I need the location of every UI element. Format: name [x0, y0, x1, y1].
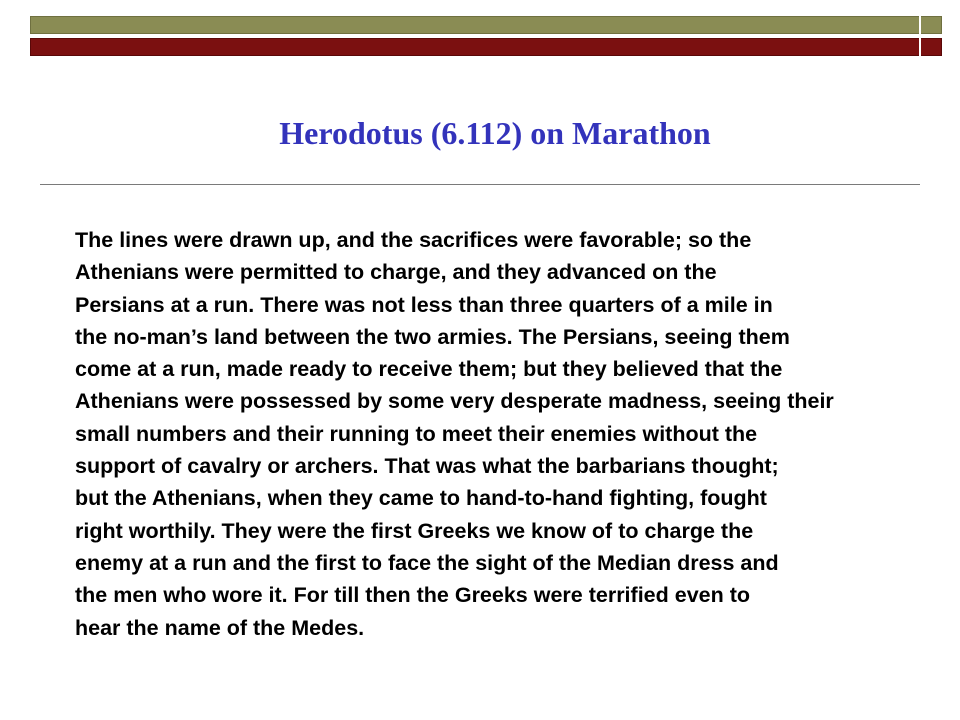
title-topic: Marathon [572, 115, 711, 151]
passage-line: Persians at a run. There was not less than three quarters of a mile in [75, 292, 773, 317]
passage-line: right worthily. They were the first Greeks we know of to charge the [75, 518, 754, 543]
passage-line: come at a run, made ready to receive them; but they believed that the [75, 357, 783, 382]
passage-line: Athenians were possessed by some very desperate madness, seeing their [75, 389, 834, 414]
passage-line: support of cavalry or archers. That was what the barbarians thought; [75, 454, 779, 479]
passage-line: enemy at a run and the first to face the sight of the Median dress and [75, 550, 779, 575]
header-bar-olive [30, 16, 942, 34]
passage-line: the no-man’s land between the two armies. The Persians, seeing them [75, 324, 790, 349]
passage-line: the men who wore it. For till then the Greeks were terrified even to [75, 583, 751, 608]
passage-line: small numbers and their running to meet their enemies without the [75, 421, 758, 446]
header-bar-divider [919, 16, 921, 56]
passage-line: Athenians were permitted to charge, and they advanced on the [75, 260, 717, 285]
passage-text [75, 224, 905, 644]
passage-line: The lines were drawn up, and the sacrifices were favorable; so the [75, 228, 752, 252]
title-prefix: Herodotus (6.112) on [279, 115, 573, 151]
title-divider-line [40, 184, 920, 185]
passage-line: but the Athenians, when they came to hand-to-hand fighting, fought [75, 486, 767, 511]
header-bar-maroon [30, 38, 942, 56]
passage-line: hear the name of the Medes. [75, 615, 365, 640]
slide-title [0, 113, 960, 153]
